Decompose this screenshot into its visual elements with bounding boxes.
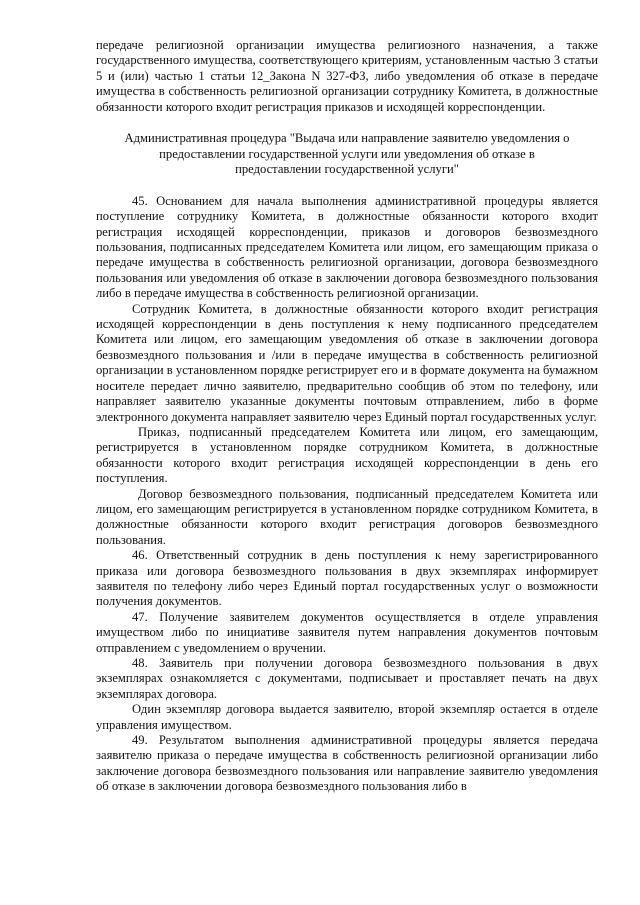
paragraph-48: 48. Заявитель при получении договора безвозмездного пользования в двух экземплярах ознакомляется с документами, подписывает и проставляет печать на двух экземплярах договора. [96,656,598,701]
paragraph-employee-registration: Сотрудник Комитета, в должностные обязанности которого входит регистрация исходящей корреспонденции в день поступления к нему подписанного председателем Комитета или лицом, его замещающим уведомления об отказе в заключении договора безвозмездного пользования и /или в передаче имущества в собственность религиозной организации в установленном порядке регистрирует его и в формате документа на бумажном носителе передает лично заявителю, предварительно сообщив об этом по телефону, или направляет заявителю указанные документы почтовым отправлением, либо в форме электронного документа направляет заявителю через Единый портал государственных услуг. [96,301,598,424]
paragraph-49: 49. Результатом выполнения административной процедуры является передача заявителю приказа о передаче имущества в собственность религиозной организации либо заключение договора безвозмездного пользования или направление заявителю уведомления об отказе в заключении договора безвозмездного пользования либо в [96,733,598,794]
document-page [96,38,598,795]
paragraph-contract-registration: Договор безвозмездного пользования, подписанный председателем Комитета или лицом, его замещающим регистрируется в установленном порядке сотрудником Комитета, в должностные обязанности которого входит регистрация договоров безвозмездного пользования. [96,486,598,547]
paragraph-45: 45. Основанием для начала выполнения административной процедуры является поступление сотруднику Комитета, в должностные обязанности которого входит регистрация исходящей корреспонденции, приказов и договоров безвозмездного пользования, подписанных председателем Комитета или лицом, его замещающим приказа о передаче имущества в собственность религиозной организации, договора безвозмездного пользования или уведомления об отказе в заключении договора безвозмездного пользования либо в передаче имущества в собственность религиозной организации. [96,193,598,301]
paragraph-copy-issued: Один экземпляр договора выдается заявителю, второй экземпляр остается в отделе управления имуществом. [96,702,598,732]
section-heading: Административная процедура "Выдача или направление заявителю уведомления о предоставлении государственной услуги или уведомления об отказе в предоставлении государственной услуги" [124,131,570,177]
paragraph-order-registration: Приказ, подписанный председателем Комитета или лицом, его замещающим, регистрируется в установленном порядке сотрудником Комитета, в должностные обязанности которого входит регистрация исходящей корреспонденции в день его поступления. [96,424,598,486]
paragraph-47: 47. Получение заявителем документов осуществляется в отделе управления имуществом либо по инициативе заявителя путем направления документов почтовым отправлением с уведомлением о вручении. [96,609,598,655]
intro-paragraph: передаче религиозной организации имущества религиозного назначения, а также государственного имущества, соответствующего критериям, установленным частью 3 статьи 5 и (или) частью 1 статьи 12_Закона N 327-ФЗ, либо уведомления об отказе в передаче имущества в собственность религиозной организации сотруднику Комитета, в должностные обязанности которого входит регистрация приказов и исходящей корреспонденции. [96,38,598,114]
paragraph-46: 46. Ответственный сотрудник в день поступления к нему зарегистрированного приказа или договора безвозмездного пользования в двух экземплярах информирует заявителя по телефону либо через Единый портал государственных услуг о возможности получения документов. [96,548,598,609]
